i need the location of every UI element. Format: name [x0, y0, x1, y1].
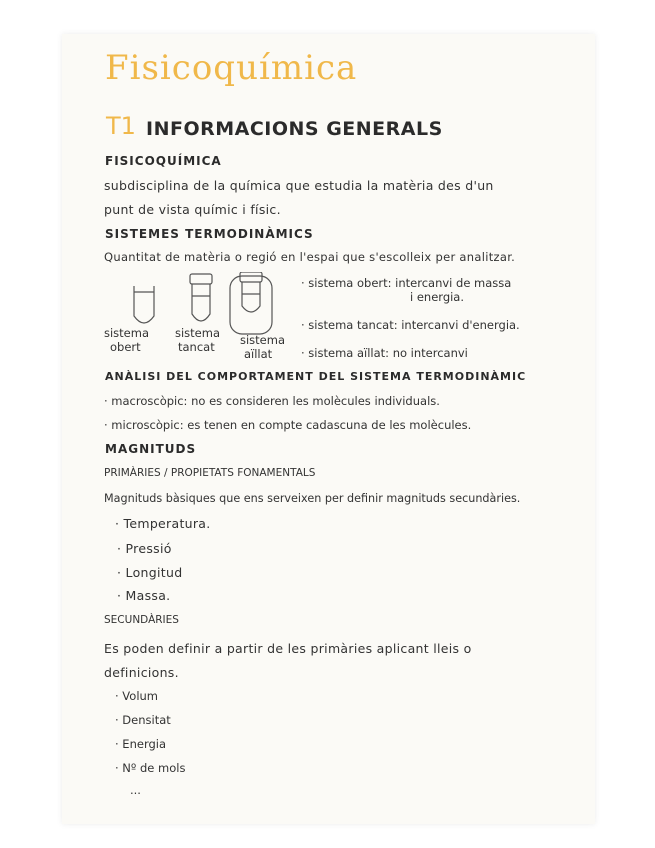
label-aillat-1: sistema: [240, 333, 286, 347]
analisi-macroscopic: · macroscòpic: no es consideren les molècules individuals.: [104, 394, 440, 408]
secundaria-ellipsis: ...: [130, 783, 141, 797]
heading-magnituds: MAGNITUDS: [105, 442, 197, 456]
bleed-through-text: [330, 48, 590, 818]
label-tancat-2: tancat: [178, 340, 215, 354]
primaria-temperatura: · Temperatura.: [115, 516, 211, 531]
label-aillat-2: aïllat: [244, 347, 273, 361]
unit-label: T1: [106, 112, 136, 140]
primaries-text: Magnituds bàsiques que ens serveixen per definir magnituds secundàries.: [104, 492, 521, 505]
secundaries-text-2: definicions.: [104, 665, 179, 680]
type-obert-cont: i energia.: [410, 290, 465, 304]
secundaria-mols: · Nº de mols: [115, 761, 186, 775]
isolated-system-drawing: [230, 272, 272, 334]
sistemes-definition: Quantitat de matèria o regió en l'espai que s'escolleix per analitzar.: [104, 250, 516, 264]
primaria-longitud: · Longitud: [117, 565, 183, 580]
label-obert-1: sistema: [104, 326, 150, 340]
closed-system-drawing: [190, 274, 212, 321]
heading-analisi: ANÀLISI DEL COMPORTAMENT DEL SISTEMA TERMODINÀMIC: [105, 370, 527, 383]
label-tancat-1: sistema: [175, 326, 221, 340]
primaries-heading: PRIMÀRIES / PROPIETATS FONAMENTALS: [104, 467, 316, 479]
fisicoquimica-line-2: punt de vista químic i físic.: [104, 202, 281, 217]
secundaries-heading: SECUNDÀRIES: [104, 614, 179, 626]
secundaria-volum: · Volum: [115, 689, 159, 703]
type-obert: · sistema obert: intercanvi de massa: [301, 276, 512, 290]
heading-fisicoquimica: FISICOQUÍMICA: [105, 154, 222, 168]
type-aillat: · sistema aïllat: no intercanvi: [301, 346, 468, 360]
open-system-drawing: [134, 286, 154, 323]
analisi-microscopic: · microscòpic: es tenen en compte cadascuna de les molècules.: [104, 418, 472, 432]
page-title: Fisicoquímica: [105, 48, 358, 88]
fisicoquimica-line-1: subdisciplina de la química que estudia la matèria des d'un: [104, 178, 494, 193]
secundaries-text-1: Es poden definir a partir de les primàries aplicant lleis o: [104, 641, 472, 656]
secundaria-energia: · Energia: [115, 737, 167, 751]
type-tancat: · sistema tancat: intercanvi d'energia.: [301, 318, 520, 332]
primaria-massa: · Massa.: [117, 588, 171, 603]
secundaria-densitat: · Densitat: [115, 713, 171, 727]
heading-sistemes: SISTEMES TERMODINÀMICS: [105, 227, 314, 241]
unit-title: INFORMACIONS GENERALS: [146, 118, 443, 140]
label-obert-2: obert: [110, 340, 141, 354]
primaria-pressio: · Pressió: [117, 541, 172, 556]
